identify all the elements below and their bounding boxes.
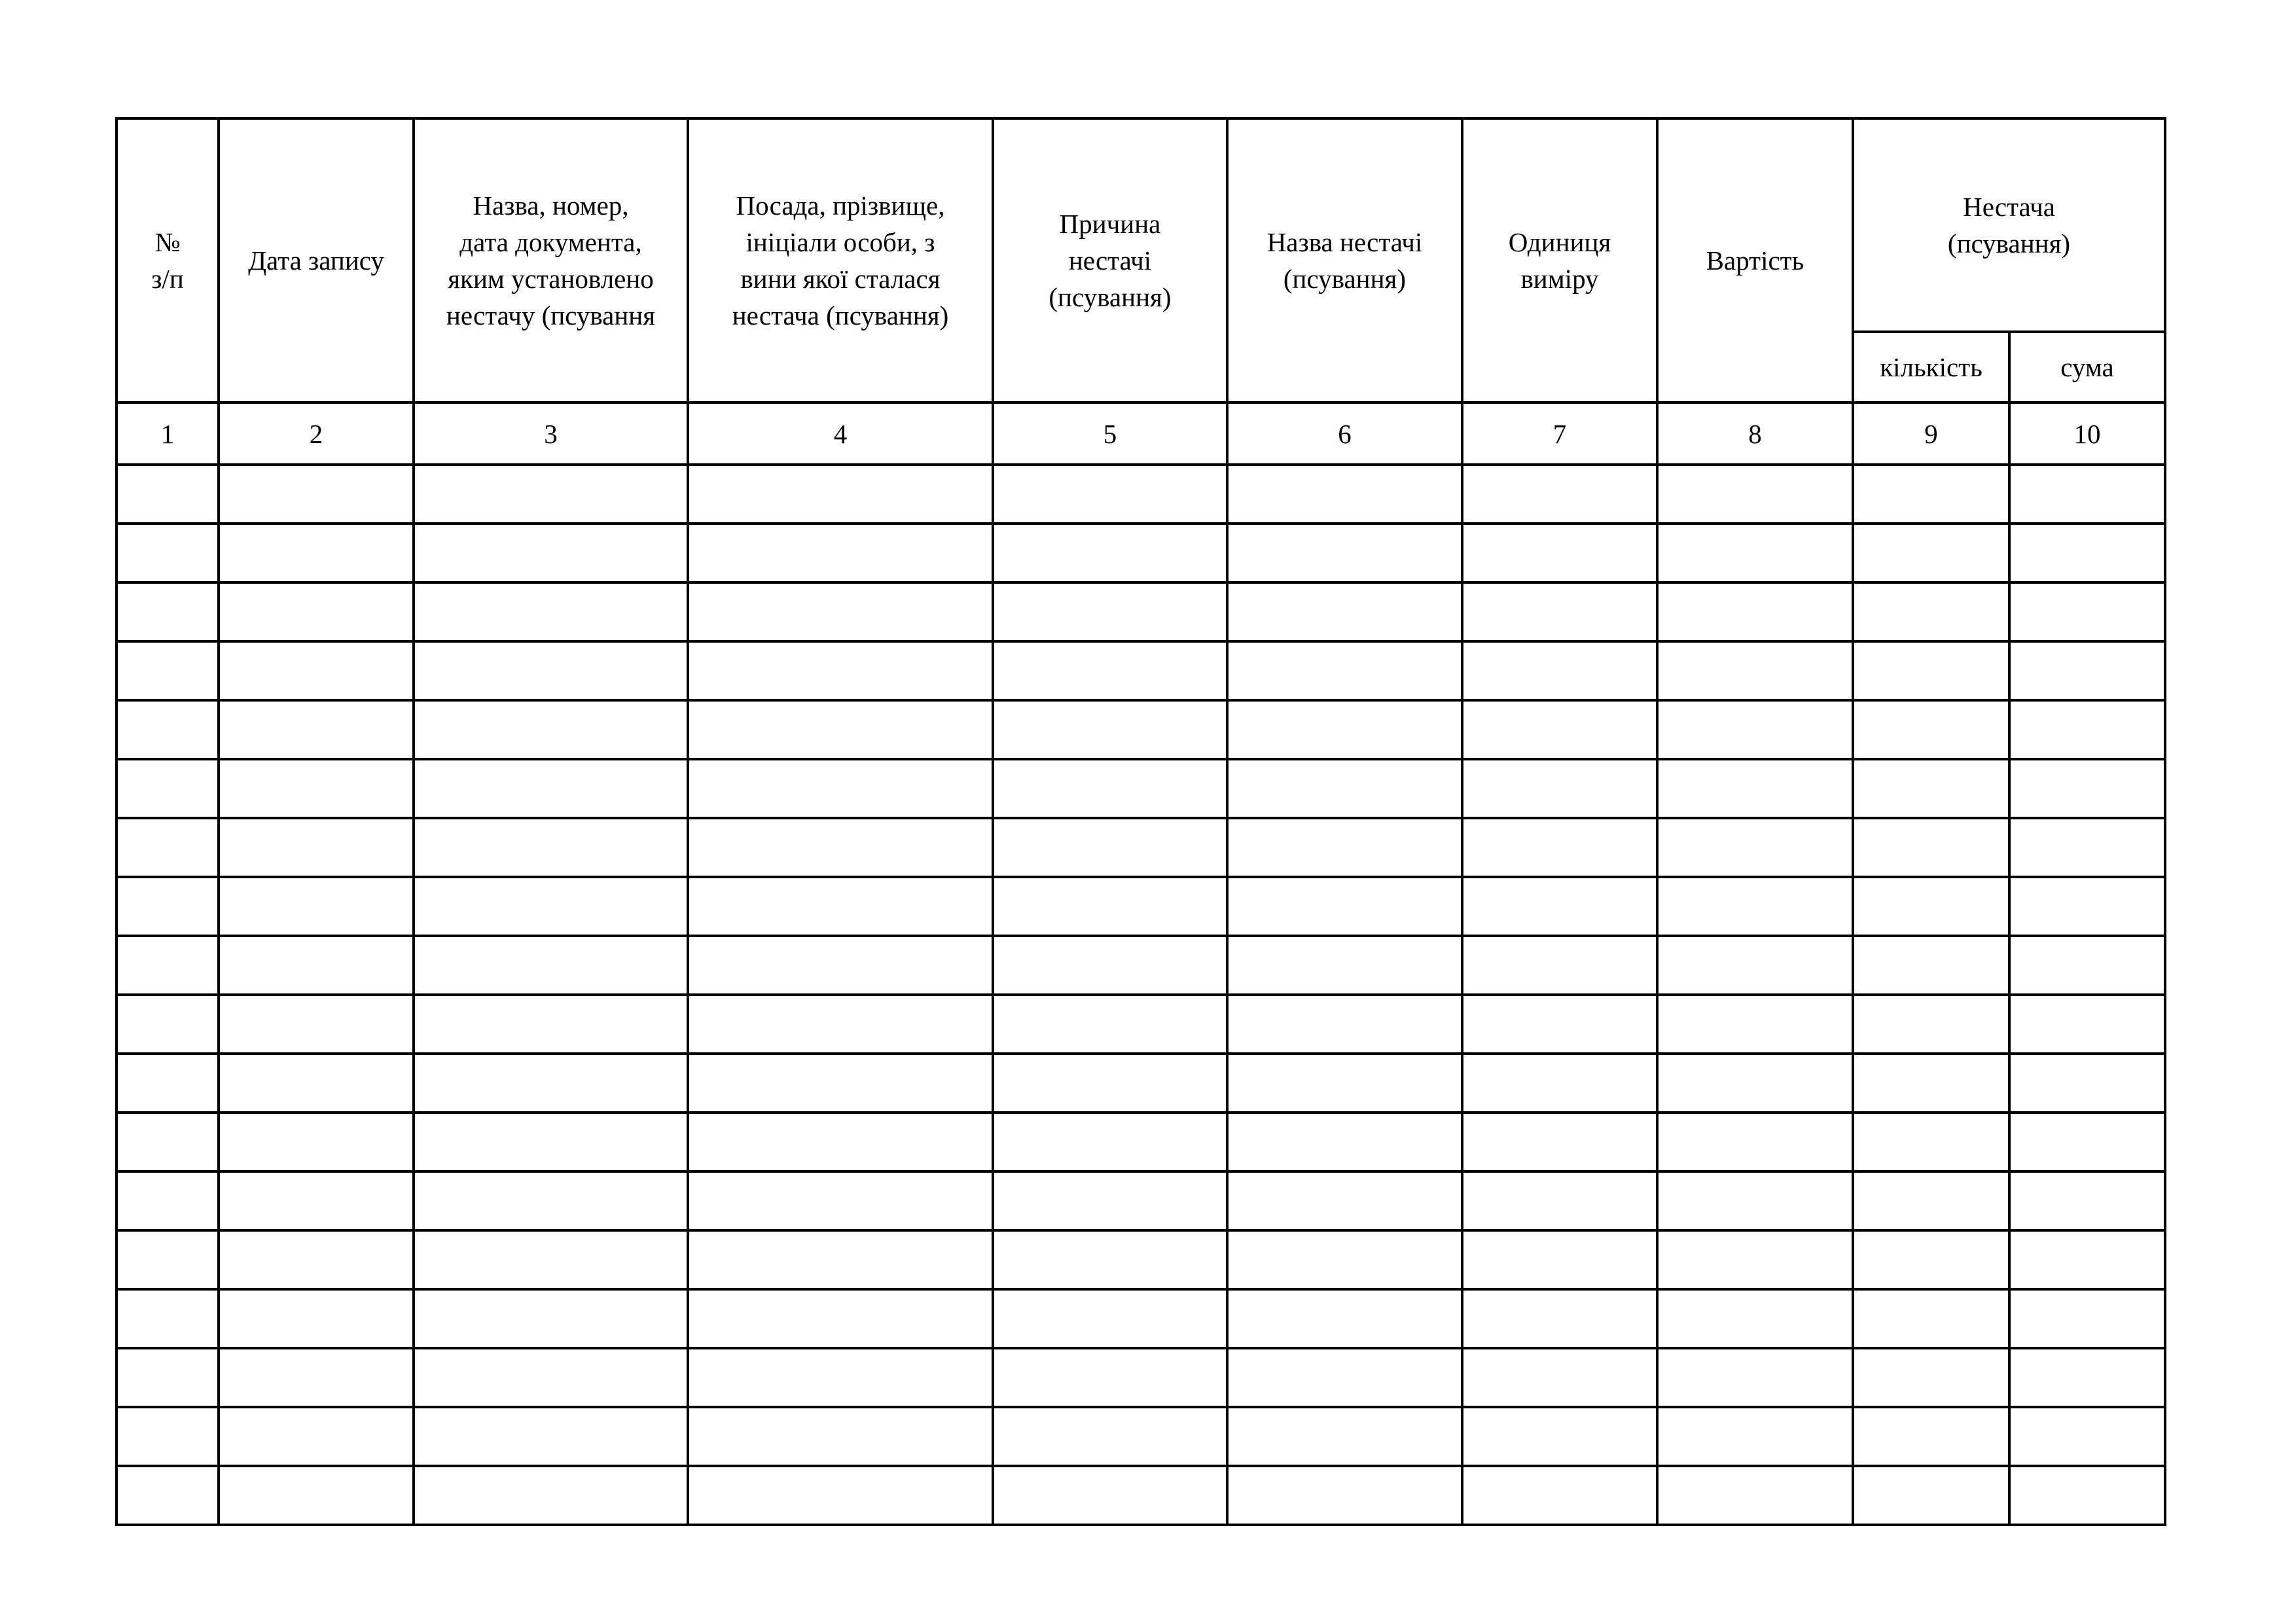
table-cell[interactable]: [688, 465, 993, 524]
header-number: № з/п: [117, 118, 219, 402]
header-reason: Причина нестачі (псування): [993, 118, 1227, 402]
table-cell[interactable]: [414, 524, 688, 582]
table-cell[interactable]: [1853, 582, 2009, 641]
header-unit: Одиниця виміру: [1462, 118, 1657, 402]
table-cell[interactable]: [993, 641, 1227, 700]
table-cell[interactable]: [688, 1289, 993, 1348]
table-cell[interactable]: [1853, 1348, 2009, 1407]
table-cell[interactable]: [117, 936, 219, 995]
table-cell[interactable]: [688, 524, 993, 582]
table-cell[interactable]: [2009, 759, 2165, 818]
table-cell[interactable]: [219, 582, 414, 641]
column-number: 8: [1657, 402, 1853, 465]
table-cell[interactable]: [414, 1348, 688, 1407]
table-cell[interactable]: [117, 877, 219, 936]
table-cell[interactable]: [1227, 700, 1462, 759]
table-row: [117, 1054, 2165, 1113]
table-cell[interactable]: [1657, 1171, 1853, 1230]
table-row: [117, 641, 2165, 700]
header-shortage-name: Назва нестачі (псування): [1227, 118, 1462, 402]
table-cell[interactable]: [117, 1230, 219, 1289]
table-cell[interactable]: [1462, 936, 1657, 995]
table-cell[interactable]: [219, 759, 414, 818]
table-cell[interactable]: [1853, 641, 2009, 700]
table-cell[interactable]: [2009, 1289, 2165, 1348]
table-cell[interactable]: [1227, 936, 1462, 995]
table-cell[interactable]: [117, 1113, 219, 1171]
table-cell[interactable]: [993, 1054, 1227, 1113]
table-cell[interactable]: [2009, 1230, 2165, 1289]
table-cell[interactable]: [1657, 936, 1853, 995]
header-responsible-person: Посада, прізвище, ініціали особи, з вини якої сталася нестача (псування): [688, 118, 993, 402]
table-cell[interactable]: [117, 700, 219, 759]
table-cell[interactable]: [1657, 465, 1853, 524]
column-number: 5: [993, 402, 1227, 465]
table-cell[interactable]: [219, 1113, 414, 1171]
table-cell[interactable]: [1657, 582, 1853, 641]
table-cell[interactable]: [1462, 1289, 1657, 1348]
table-cell[interactable]: [219, 641, 414, 700]
table-cell[interactable]: [414, 1289, 688, 1348]
column-number: 3: [414, 402, 688, 465]
table-row: [117, 700, 2165, 759]
table-row: [117, 1466, 2165, 1525]
column-number: 9: [1853, 402, 2009, 465]
table-cell[interactable]: [1227, 995, 1462, 1054]
table-cell[interactable]: [117, 818, 219, 877]
table-cell[interactable]: [2009, 877, 2165, 936]
table-cell[interactable]: [1853, 1171, 2009, 1230]
table-row: [117, 465, 2165, 524]
table-cell[interactable]: [1657, 641, 1853, 700]
table-cell[interactable]: [688, 1171, 993, 1230]
table-cell[interactable]: [414, 700, 688, 759]
table-cell[interactable]: [1462, 1407, 1657, 1466]
table-row: [117, 936, 2165, 995]
table-cell[interactable]: [1462, 818, 1657, 877]
table-cell[interactable]: [219, 1466, 414, 1525]
column-number: 10: [2009, 402, 2165, 465]
header-row: [117, 118, 2165, 332]
table-cell[interactable]: [219, 936, 414, 995]
table-cell[interactable]: [117, 641, 219, 700]
table-cell[interactable]: [219, 1289, 414, 1348]
header-shortage-group: Нестача (псування): [1853, 118, 2165, 332]
table-cell[interactable]: [414, 995, 688, 1054]
table-cell[interactable]: [1462, 641, 1657, 700]
table-cell[interactable]: [993, 877, 1227, 936]
table-row: [117, 1230, 2165, 1289]
table-cell[interactable]: [1227, 1230, 1462, 1289]
table-cell[interactable]: [2009, 700, 2165, 759]
table-cell[interactable]: [993, 936, 1227, 995]
table-cell[interactable]: [688, 1348, 993, 1407]
column-number: 2: [219, 402, 414, 465]
table-cell[interactable]: [1657, 1230, 1853, 1289]
table-cell[interactable]: [1227, 1054, 1462, 1113]
table-cell[interactable]: [993, 818, 1227, 877]
header-document: Назва, номер, дата документа, яким установлено нестачу (псування: [414, 118, 688, 402]
table-cell[interactable]: [1227, 465, 1462, 524]
table-cell[interactable]: [414, 759, 688, 818]
table-cell[interactable]: [993, 759, 1227, 818]
table-cell[interactable]: [414, 582, 688, 641]
table-cell[interactable]: [117, 1289, 219, 1348]
table-cell[interactable]: [1227, 1289, 1462, 1348]
table-cell[interactable]: [117, 759, 219, 818]
table-row: [117, 877, 2165, 936]
table-cell[interactable]: [219, 818, 414, 877]
table-cell[interactable]: [993, 524, 1227, 582]
table-cell[interactable]: [117, 1407, 219, 1466]
table-cell[interactable]: [414, 1230, 688, 1289]
table-cell[interactable]: [219, 465, 414, 524]
table-cell[interactable]: [1462, 995, 1657, 1054]
table-cell[interactable]: [1227, 582, 1462, 641]
table-cell[interactable]: [1853, 1407, 2009, 1466]
table-cell[interactable]: [117, 1171, 219, 1230]
table-cell[interactable]: [219, 700, 414, 759]
table-cell[interactable]: [219, 1348, 414, 1407]
table-cell[interactable]: [414, 818, 688, 877]
table-cell[interactable]: [1657, 1407, 1853, 1466]
table-cell[interactable]: [2009, 818, 2165, 877]
shortage-register-table: [115, 117, 2166, 1526]
table-cell[interactable]: [688, 582, 993, 641]
table-cell[interactable]: [1657, 1466, 1853, 1525]
table-cell[interactable]: [688, 995, 993, 1054]
table-cell[interactable]: [1853, 1466, 2009, 1525]
table-cell[interactable]: [414, 1171, 688, 1230]
table-cell[interactable]: [1853, 465, 2009, 524]
table-cell[interactable]: [414, 1113, 688, 1171]
table-cell[interactable]: [1462, 759, 1657, 818]
column-number: 7: [1462, 402, 1657, 465]
table-cell[interactable]: [1657, 818, 1853, 877]
table-row: [117, 1171, 2165, 1230]
table-cell[interactable]: [1462, 700, 1657, 759]
table-cell[interactable]: [1853, 1054, 2009, 1113]
table-cell[interactable]: [1462, 1348, 1657, 1407]
table-cell[interactable]: [1462, 1054, 1657, 1113]
table-cell[interactable]: [1657, 1054, 1853, 1113]
table-row: [117, 524, 2165, 582]
table-cell[interactable]: [1462, 877, 1657, 936]
table-cell[interactable]: [1853, 524, 2009, 582]
header-cost: Вартість: [1657, 118, 1853, 402]
table-cell[interactable]: [688, 1466, 993, 1525]
table-cell[interactable]: [993, 582, 1227, 641]
table-cell[interactable]: [1462, 524, 1657, 582]
table-cell[interactable]: [1227, 524, 1462, 582]
table-cell[interactable]: [993, 1466, 1227, 1525]
table-cell[interactable]: [117, 1054, 219, 1113]
table-cell[interactable]: [1657, 700, 1853, 759]
table-cell[interactable]: [2009, 1171, 2165, 1230]
table-cell[interactable]: [993, 700, 1227, 759]
table-cell[interactable]: [1462, 465, 1657, 524]
column-number: 4: [688, 402, 993, 465]
table-cell[interactable]: [414, 877, 688, 936]
table-cell[interactable]: [2009, 1113, 2165, 1171]
table-cell[interactable]: [688, 1054, 993, 1113]
table-cell[interactable]: [1657, 877, 1853, 936]
table-cell[interactable]: [1462, 1230, 1657, 1289]
table-cell[interactable]: [1227, 1113, 1462, 1171]
table-cell[interactable]: [993, 995, 1227, 1054]
table-cell[interactable]: [1853, 1113, 2009, 1171]
table-cell[interactable]: [688, 641, 993, 700]
table-cell[interactable]: [1657, 524, 1853, 582]
table-cell[interactable]: [414, 936, 688, 995]
column-number-row: [117, 402, 2165, 465]
header-entry-date: Дата запису: [219, 118, 414, 402]
table-cell[interactable]: [993, 1348, 1227, 1407]
table-row: [117, 1348, 2165, 1407]
table-cell[interactable]: [1657, 759, 1853, 818]
table-cell[interactable]: [1853, 1289, 2009, 1348]
table-cell[interactable]: [993, 1289, 1227, 1348]
table-cell[interactable]: [2009, 465, 2165, 524]
table-cell[interactable]: [219, 1230, 414, 1289]
table-cell[interactable]: [1227, 641, 1462, 700]
table-cell[interactable]: [1462, 1466, 1657, 1525]
table-cell[interactable]: [1853, 877, 2009, 936]
table-cell[interactable]: [117, 1348, 219, 1407]
column-number: 1: [117, 402, 219, 465]
table-cell[interactable]: [993, 1113, 1227, 1171]
table-cell[interactable]: [688, 700, 993, 759]
table-cell[interactable]: [1657, 1113, 1853, 1171]
table-cell[interactable]: [1657, 1289, 1853, 1348]
table-cell[interactable]: [1462, 1113, 1657, 1171]
table-cell[interactable]: [2009, 995, 2165, 1054]
table-cell[interactable]: [219, 1407, 414, 1466]
table-cell[interactable]: [993, 1407, 1227, 1466]
table-cell[interactable]: [1853, 995, 2009, 1054]
table-cell[interactable]: [688, 936, 993, 995]
table-cell[interactable]: [688, 1113, 993, 1171]
table-cell[interactable]: [117, 1466, 219, 1525]
table-cell[interactable]: [219, 1054, 414, 1113]
table-cell[interactable]: [219, 1171, 414, 1230]
table-cell[interactable]: [2009, 1407, 2165, 1466]
table-cell[interactable]: [117, 582, 219, 641]
table-cell[interactable]: [414, 641, 688, 700]
table-cell[interactable]: [1853, 700, 2009, 759]
table-cell[interactable]: [1657, 995, 1853, 1054]
table-cell[interactable]: [2009, 641, 2165, 700]
table-cell[interactable]: [414, 465, 688, 524]
table-cell[interactable]: [993, 1230, 1227, 1289]
table-cell[interactable]: [2009, 1348, 2165, 1407]
column-number: 6: [1227, 402, 1462, 465]
table-cell[interactable]: [1227, 818, 1462, 877]
table-cell[interactable]: [2009, 582, 2165, 641]
table-row: [117, 995, 2165, 1054]
table-cell[interactable]: [117, 524, 219, 582]
table-row: [117, 1289, 2165, 1348]
table-cell[interactable]: [1227, 1407, 1462, 1466]
table-cell[interactable]: [2009, 524, 2165, 582]
table-cell[interactable]: [688, 759, 993, 818]
table-cell[interactable]: [688, 1407, 993, 1466]
table-cell[interactable]: [1227, 1348, 1462, 1407]
table-cell[interactable]: [1227, 759, 1462, 818]
table-cell[interactable]: [219, 995, 414, 1054]
table-cell[interactable]: [414, 1466, 688, 1525]
table-row: [117, 1407, 2165, 1466]
table-cell[interactable]: [117, 465, 219, 524]
table-cell[interactable]: [2009, 936, 2165, 995]
table-cell[interactable]: [1227, 877, 1462, 936]
header-quantity: кількість: [1853, 332, 2009, 402]
table-row: [117, 759, 2165, 818]
table-cell[interactable]: [2009, 1054, 2165, 1113]
table-cell[interactable]: [2009, 1466, 2165, 1525]
table-cell[interactable]: [1853, 818, 2009, 877]
table-cell[interactable]: [219, 524, 414, 582]
table-cell[interactable]: [117, 995, 219, 1054]
table-cell[interactable]: [688, 877, 993, 936]
table-row: [117, 818, 2165, 877]
table-cell[interactable]: [688, 818, 993, 877]
table-cell[interactable]: [1462, 582, 1657, 641]
table-row: [117, 582, 2165, 641]
table-cell[interactable]: [1853, 936, 2009, 995]
table-cell[interactable]: [1853, 759, 2009, 818]
table-cell[interactable]: [414, 1054, 688, 1113]
table-cell[interactable]: [219, 877, 414, 936]
header-sum: сума: [2009, 332, 2165, 402]
table-cell[interactable]: [1462, 1171, 1657, 1230]
table-cell[interactable]: [993, 1171, 1227, 1230]
table-cell[interactable]: [993, 465, 1227, 524]
table-cell[interactable]: [1227, 1171, 1462, 1230]
table-cell[interactable]: [414, 1407, 688, 1466]
table-cell[interactable]: [1227, 1466, 1462, 1525]
table-row: [117, 1113, 2165, 1171]
table-cell[interactable]: [1853, 1230, 2009, 1289]
table-cell[interactable]: [688, 1230, 993, 1289]
table-cell[interactable]: [1657, 1348, 1853, 1407]
